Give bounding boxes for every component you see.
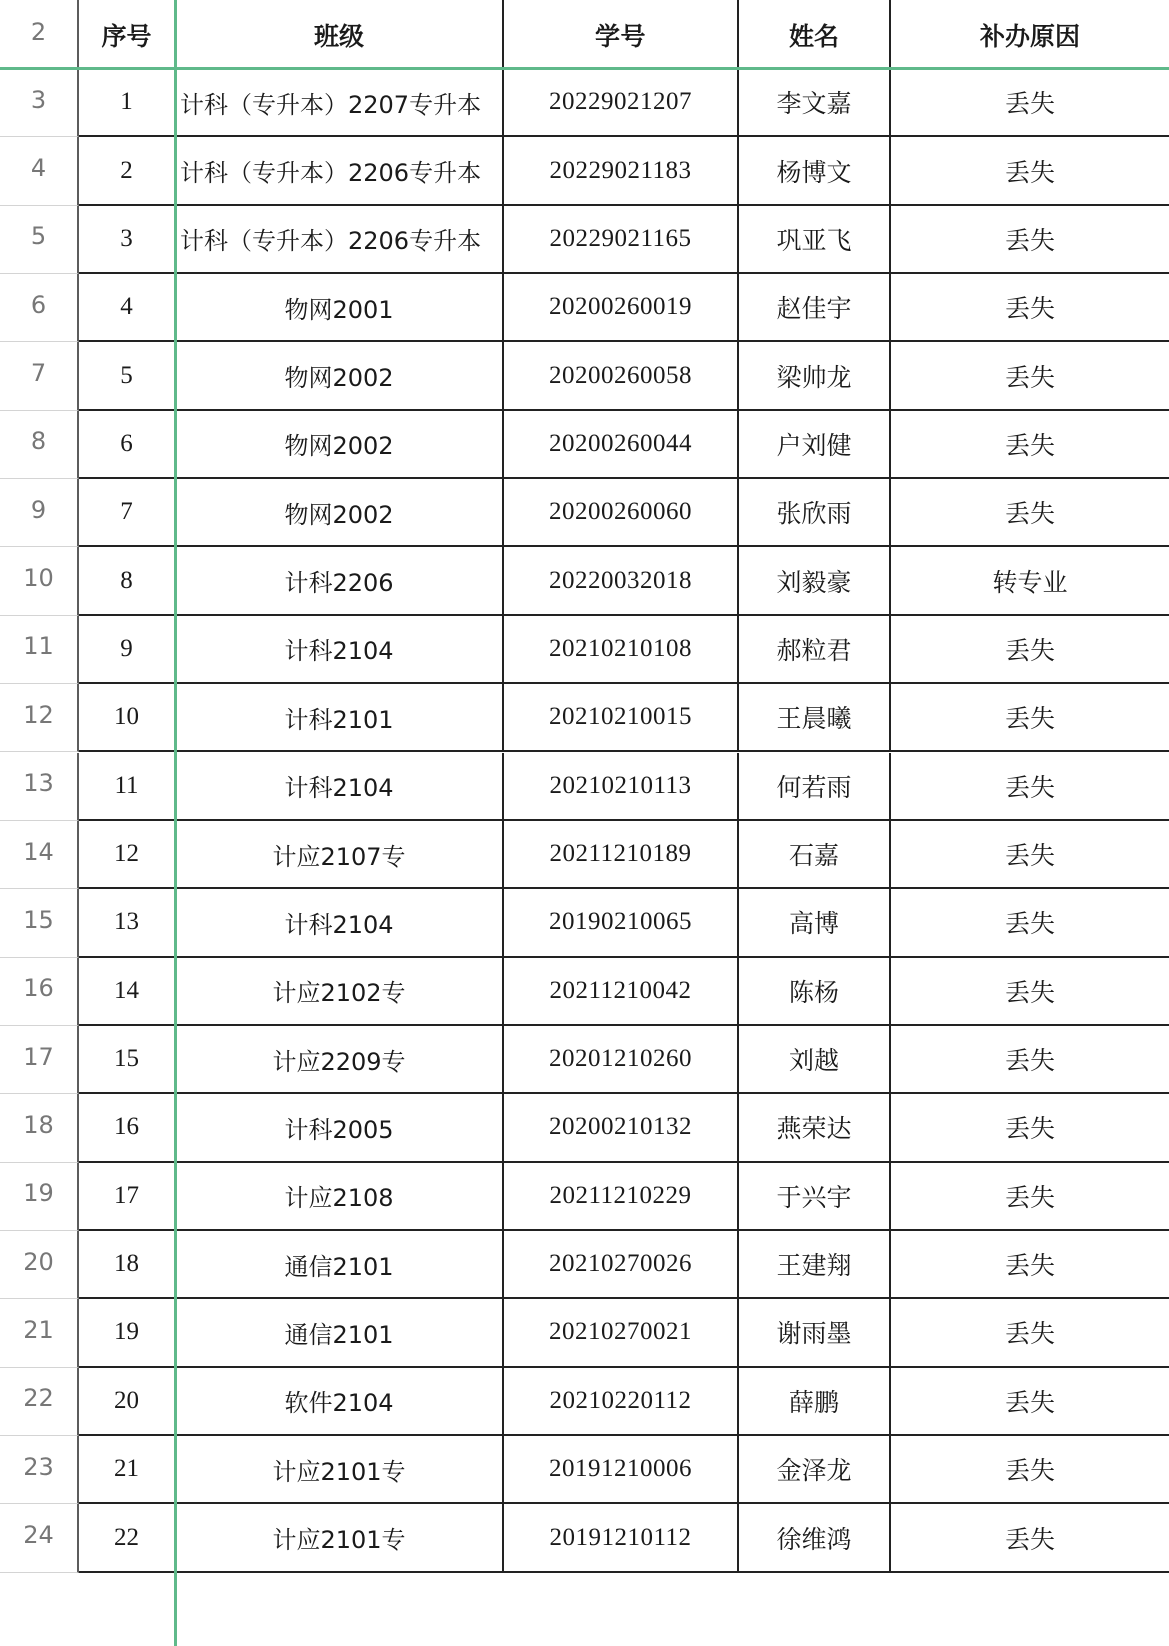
cell-reason[interactable]: 丢失 — [891, 616, 1169, 684]
row-number[interactable]: 20 — [0, 1231, 79, 1299]
row-number[interactable]: 10 — [0, 547, 79, 615]
cell-name[interactable]: 何若雨 — [739, 753, 891, 821]
row-number[interactable]: 5 — [0, 206, 79, 274]
cell-name[interactable]: 薛鹏 — [739, 1368, 891, 1436]
row-number[interactable]: 23 — [0, 1436, 79, 1504]
row-number[interactable]: 2 — [0, 0, 79, 69]
cell-reason[interactable]: 丢失 — [891, 342, 1169, 410]
cell-reason[interactable]: 丢失 — [891, 206, 1169, 274]
cell-name[interactable]: 刘毅豪 — [739, 547, 891, 615]
cell-name[interactable]: 赵佳宇 — [739, 274, 891, 342]
cell-seq[interactable]: 16 — [79, 1094, 176, 1162]
cell-seq[interactable]: 15 — [79, 1026, 176, 1094]
row-number[interactable]: 16 — [0, 958, 79, 1026]
cell-seq[interactable]: 6 — [79, 411, 176, 479]
cell-class[interactable]: 计科2104 — [176, 889, 504, 957]
cell-name[interactable]: 梁帅龙 — [739, 342, 891, 410]
cell-reason[interactable]: 丢失 — [891, 69, 1169, 137]
cell-seq[interactable]: 5 — [79, 342, 176, 410]
cell-student-id[interactable]: 20200260060 — [504, 479, 739, 547]
cell-name[interactable]: 张欣雨 — [739, 479, 891, 547]
cell-seq[interactable]: 18 — [79, 1231, 176, 1299]
row-number[interactable]: 3 — [0, 69, 79, 137]
cell-class[interactable]: 计科2005 — [176, 1094, 504, 1162]
cell-seq[interactable]: 4 — [79, 274, 176, 342]
cell-name[interactable]: 陈杨 — [739, 958, 891, 1026]
cell-class[interactable]: 计应2102专 — [176, 958, 504, 1026]
cell-seq[interactable]: 21 — [79, 1436, 176, 1504]
cell-reason[interactable]: 丢失 — [891, 1436, 1169, 1504]
cell-seq[interactable]: 12 — [79, 821, 176, 889]
cell-name[interactable]: 燕荣达 — [739, 1094, 891, 1162]
cell-class[interactable]: 计应2101专 — [176, 1504, 504, 1572]
cell-class[interactable]: 物网2002 — [176, 411, 504, 479]
cell-student-id[interactable]: 20211210042 — [504, 958, 739, 1026]
row-number[interactable]: 13 — [0, 753, 79, 821]
row-number[interactable]: 8 — [0, 411, 79, 479]
cell-reason[interactable]: 丢失 — [891, 753, 1169, 821]
cell-name[interactable]: 李文嘉 — [739, 69, 891, 137]
row-number[interactable]: 6 — [0, 274, 79, 342]
cell-name[interactable]: 杨博文 — [739, 137, 891, 205]
cell-student-id[interactable]: 20229021165 — [504, 206, 739, 274]
header-reason[interactable]: 补办原因 — [979, 21, 1080, 51]
cell-reason[interactable]: 丢失 — [891, 274, 1169, 342]
row-number[interactable]: 11 — [0, 616, 79, 684]
cell-name[interactable]: 于兴宇 — [739, 1163, 891, 1231]
cell-name[interactable]: 户刘健 — [739, 411, 891, 479]
cell-student-id[interactable]: 20220032018 — [504, 547, 739, 615]
cell-class[interactable]: 计科2104 — [176, 753, 504, 821]
cell-student-id[interactable]: 20190210065 — [504, 889, 739, 957]
cell-reason[interactable]: 丢失 — [891, 684, 1169, 752]
cell-student-id[interactable]: 20210210108 — [504, 616, 739, 684]
cell-reason[interactable]: 丢失 — [891, 1504, 1169, 1572]
row-number[interactable]: 24 — [0, 1504, 79, 1572]
cell-name[interactable]: 刘越 — [739, 1026, 891, 1094]
row-number[interactable]: 9 — [0, 479, 79, 547]
cell-student-id[interactable]: 20191210112 — [504, 1504, 739, 1572]
cell-class[interactable]: 通信2101 — [176, 1299, 504, 1367]
header-seq[interactable]: 序号 — [79, 0, 176, 69]
cell-seq[interactable]: 3 — [79, 206, 176, 274]
cell-student-id[interactable]: 20229021183 — [504, 137, 739, 205]
cell-name[interactable]: 谢雨墨 — [739, 1299, 891, 1367]
cell-name[interactable]: 石嘉 — [739, 821, 891, 889]
cell-seq[interactable]: 13 — [79, 889, 176, 957]
cell-name[interactable]: 金泽龙 — [739, 1436, 891, 1504]
cell-class[interactable]: 计应2107专 — [176, 821, 504, 889]
cell-reason[interactable]: 丢失 — [891, 821, 1169, 889]
cell-name[interactable]: 王晨曦 — [739, 684, 891, 752]
header-name[interactable]: 姓名 — [739, 0, 891, 69]
row-number[interactable]: 21 — [0, 1299, 79, 1367]
cell-student-id[interactable]: 20211210189 — [504, 821, 739, 889]
cell-seq[interactable]: 1 — [79, 69, 176, 137]
cell-class[interactable]: 物网2002 — [176, 342, 504, 410]
row-number[interactable]: 22 — [0, 1368, 79, 1436]
cell-seq[interactable]: 17 — [79, 1163, 176, 1231]
header-student-id[interactable]: 学号 — [504, 0, 739, 69]
cell-seq[interactable]: 20 — [79, 1368, 176, 1436]
cell-student-id[interactable]: 20210270026 — [504, 1231, 739, 1299]
cell-reason[interactable]: 丢失 — [891, 1163, 1169, 1231]
cell-seq[interactable]: 8 — [79, 547, 176, 615]
cell-seq[interactable]: 9 — [79, 616, 176, 684]
cell-reason[interactable]: 丢失 — [891, 1299, 1169, 1367]
cell-student-id[interactable]: 20210210015 — [504, 684, 739, 752]
cell-name[interactable]: 王建翔 — [739, 1231, 891, 1299]
cell-class[interactable]: 计科2104 — [176, 616, 504, 684]
cell-name[interactable]: 徐维鸿 — [739, 1504, 891, 1572]
cell-student-id[interactable]: 20191210006 — [504, 1436, 739, 1504]
row-number[interactable]: 14 — [0, 821, 79, 889]
cell-seq[interactable]: 10 — [79, 684, 176, 752]
cell-class[interactable]: 计科（专升本）2207专升本 — [176, 69, 504, 137]
cell-name[interactable]: 巩亚飞 — [739, 206, 891, 274]
row-number[interactable]: 4 — [0, 137, 79, 205]
cell-seq[interactable]: 22 — [79, 1504, 176, 1572]
row-number[interactable]: 12 — [0, 684, 79, 752]
cell-class[interactable]: 计科2206 — [176, 547, 504, 615]
cell-student-id[interactable]: 20200260058 — [504, 342, 739, 410]
cell-student-id[interactable]: 20200210132 — [504, 1094, 739, 1162]
cell-seq[interactable]: 14 — [79, 958, 176, 1026]
cell-student-id[interactable]: 20200260019 — [504, 274, 739, 342]
cell-class[interactable]: 计应2108 — [176, 1163, 504, 1231]
cell-seq[interactable]: 19 — [79, 1299, 176, 1367]
cell-class[interactable]: 物网2001 — [176, 274, 504, 342]
header-class[interactable]: 班级 — [176, 0, 504, 69]
cell-reason[interactable]: 丢失 — [891, 1026, 1169, 1094]
cell-reason[interactable]: 丢失 — [891, 137, 1169, 205]
cell-student-id[interactable]: 20210220112 — [504, 1368, 739, 1436]
cell-reason[interactable]: 转专业 — [891, 547, 1169, 615]
row-number[interactable]: 18 — [0, 1094, 79, 1162]
cell-class[interactable]: 计应2101专 — [176, 1436, 504, 1504]
cell-seq[interactable]: 2 — [79, 137, 176, 205]
cell-class[interactable]: 软件2104 — [176, 1368, 504, 1436]
cell-class[interactable]: 通信2101 — [176, 1231, 504, 1299]
row-number[interactable]: 7 — [0, 342, 79, 410]
cell-reason[interactable]: 丢失 — [891, 889, 1169, 957]
cell-student-id[interactable]: 20211210229 — [504, 1163, 739, 1231]
row-number[interactable]: 15 — [0, 889, 79, 957]
cell-reason[interactable]: 丢失 — [891, 1094, 1169, 1162]
cell-reason[interactable]: 丢失 — [891, 1231, 1169, 1299]
cell-name[interactable]: 郝粒君 — [739, 616, 891, 684]
cell-student-id[interactable]: 20210210113 — [504, 753, 739, 821]
row-number[interactable]: 19 — [0, 1163, 79, 1231]
cell-student-id[interactable]: 20229021207 — [504, 69, 739, 137]
cell-seq[interactable]: 7 — [79, 479, 176, 547]
cell-student-id[interactable]: 20200260044 — [504, 411, 739, 479]
cell-class[interactable]: 计科（专升本）2206专升本 — [176, 206, 504, 274]
cell-class[interactable]: 计科（专升本）2206专升本 — [176, 137, 504, 205]
cell-class[interactable]: 计应2209专 — [176, 1026, 504, 1094]
cell-student-id[interactable]: 20201210260 — [504, 1026, 739, 1094]
cell-class[interactable]: 计科2101 — [176, 684, 504, 752]
cell-reason[interactable]: 丢失 — [891, 479, 1169, 547]
freeze-pane-column-line — [174, 0, 177, 1646]
cell-seq[interactable]: 11 — [79, 753, 176, 821]
cell-reason[interactable]: 丢失 — [891, 1368, 1169, 1436]
cell-name[interactable]: 高博 — [739, 889, 891, 957]
cell-reason[interactable]: 丢失 — [891, 958, 1169, 1026]
cell-class[interactable]: 物网2002 — [176, 479, 504, 547]
row-number[interactable]: 17 — [0, 1026, 79, 1094]
cell-student-id[interactable]: 20210270021 — [504, 1299, 739, 1367]
cell-reason[interactable]: 丢失 — [891, 411, 1169, 479]
